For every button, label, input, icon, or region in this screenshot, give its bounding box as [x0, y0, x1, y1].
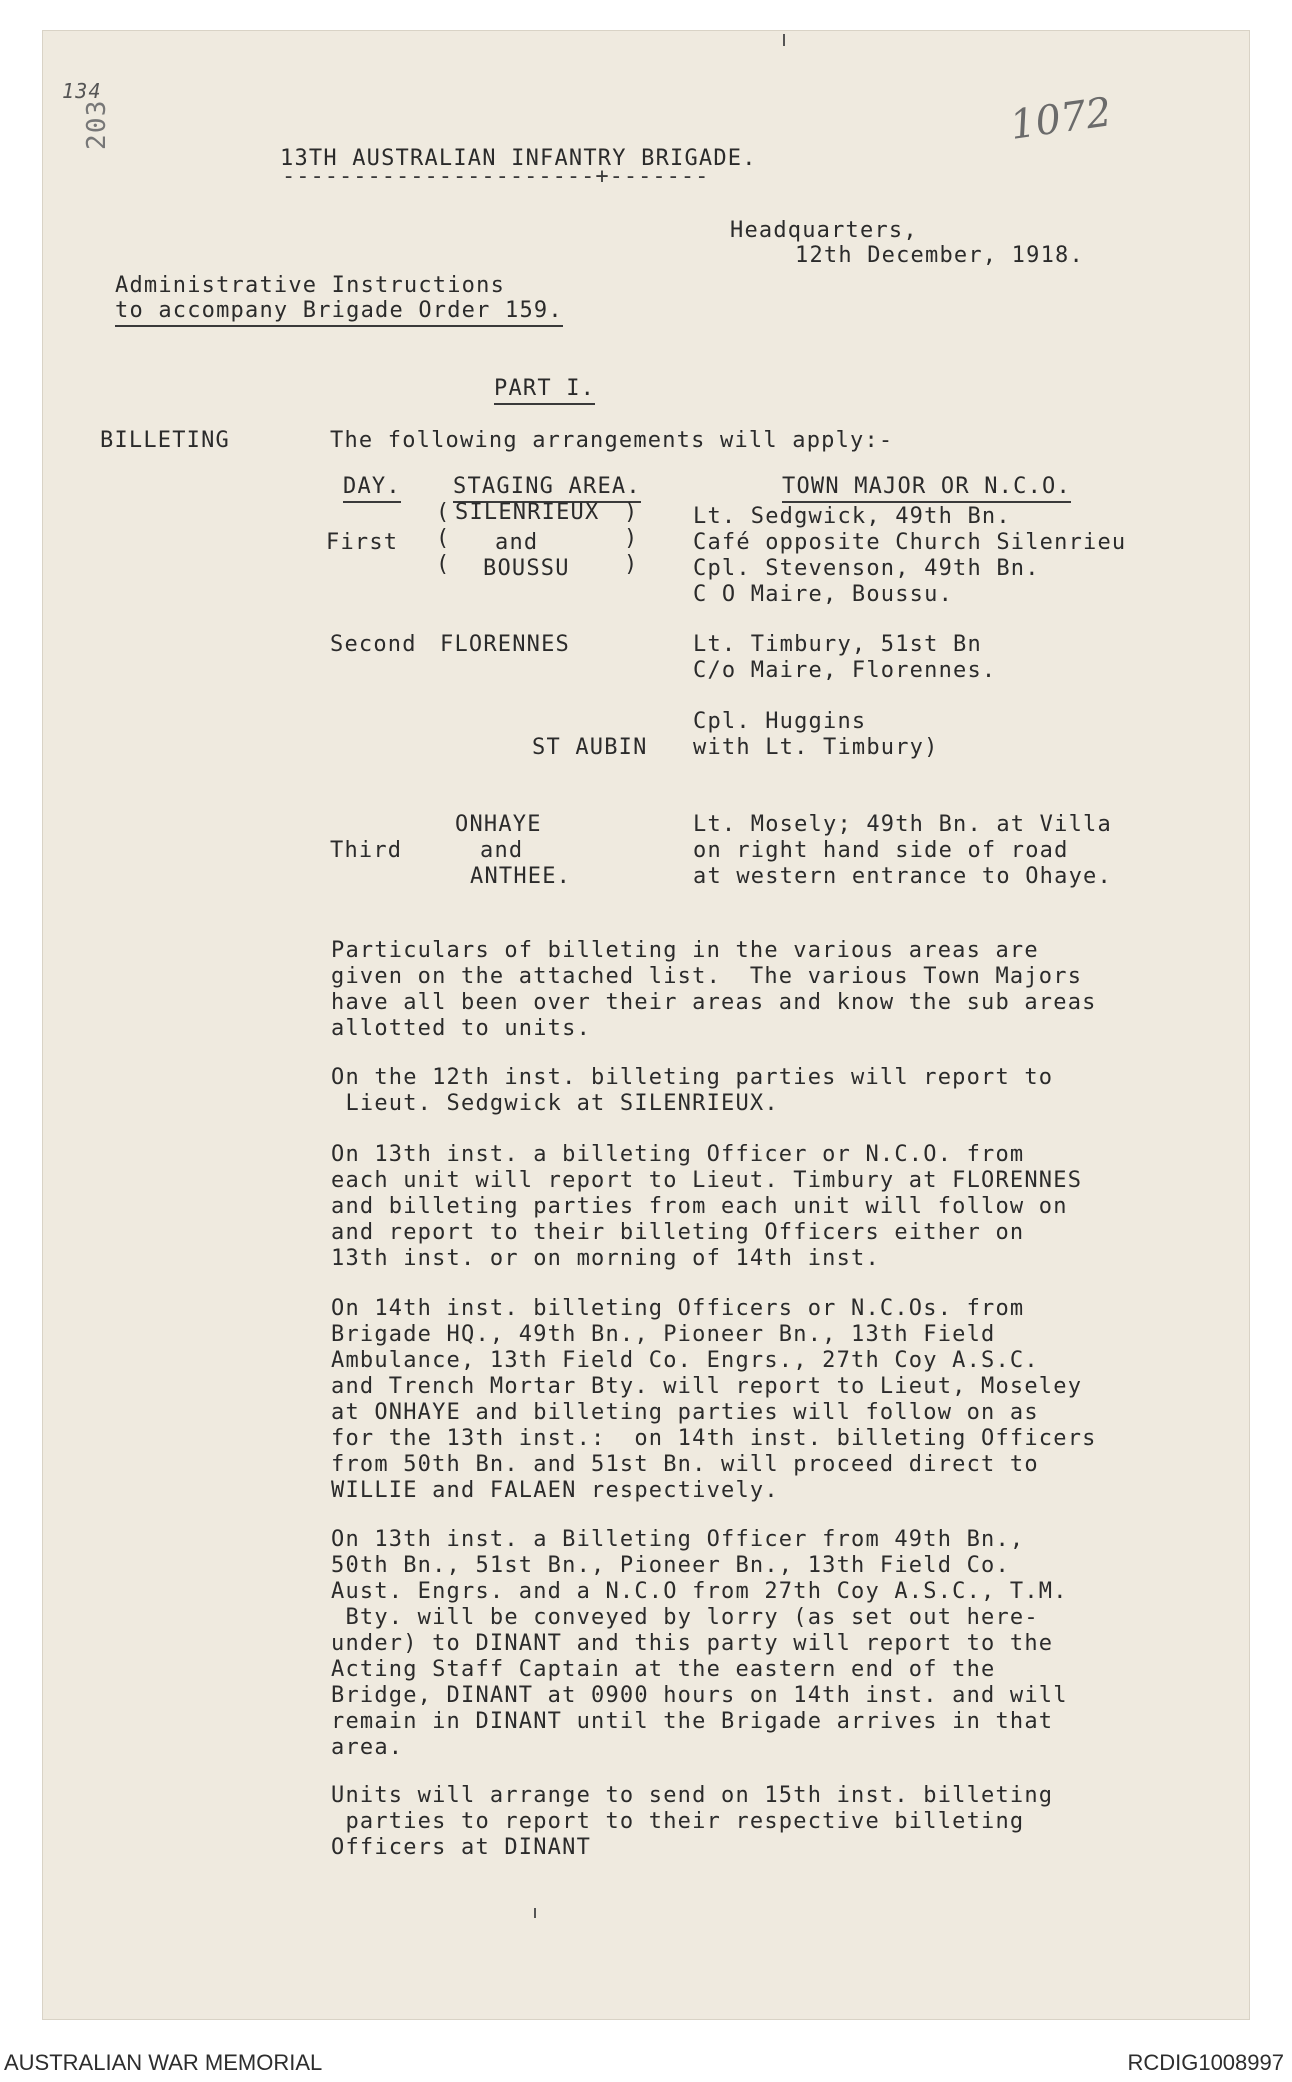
row1-officer-3: Cpl. Stevenson, 49th Bn. — [693, 556, 1040, 581]
punch-mark-bottom — [534, 1908, 536, 1918]
billeting-margin-label: BILLETING — [100, 428, 231, 453]
row2-area-1: FLORENNES — [440, 632, 571, 657]
footer-source: AUSTRALIAN WAR MEMORIAL — [4, 2050, 323, 2075]
rotated-number: 203 — [82, 99, 112, 150]
row4-officer-1: Lt. Mosely; 49th Bn. at Villa — [693, 812, 1112, 837]
part-heading: PART I. — [494, 376, 595, 405]
paragraph-lorry: On 13th inst. a Billeting Officer from 49th Bn., 50th Bn., 51st Bn., Pioneer Bn., 13th Field Co. Aust. Engrs. and a N.C.O from 27th Coy A.S.C., T.M. Bty. will be conveyed by lorry (as set out here- under) to DINANT and this party will report to the Acting Staff Captain at the eastern end of the Bridge, DINANT at 0900 hours on 14th inst. and will remain in DINANT until the Brigade arrives in that area. — [331, 1527, 1068, 1760]
hq-date: 12th December, 1918. — [795, 243, 1084, 268]
col-head-officer: TOWN MAJOR OR N.C.O. — [782, 474, 1071, 503]
document-title: 13TH AUSTRALIAN INFANTRY BRIGADE. — [280, 146, 757, 171]
row3-officer-2: with Lt. Timbury) — [693, 735, 939, 760]
row1-area-1: SILENRIEUX — [455, 500, 600, 525]
paragraph-15th-inst: Units will arrange to send on 15th inst. billeting parties to report to their respective billeting Officers at DINANT — [331, 1783, 1054, 1860]
row4-officer-2: on right hand side of road — [693, 838, 1069, 863]
row1-officer-2: Café opposite Church Silenrieu — [693, 530, 1127, 555]
title-dash-line: ----------------------+------- — [282, 164, 710, 189]
row2-day: Second — [330, 632, 417, 657]
row1-area-3: BOUSSU — [483, 556, 570, 581]
paragraph-13th-inst: On 13th inst. a billeting Officer or N.C.O. from each unit will report to Lieut. Timbury at FLORENNES and billeting parties from each unit will follow on and report to their billeting Officers either on 13th inst. or on morning of 14th inst. — [331, 1142, 1083, 1271]
col-head-area: STAGING AREA. — [453, 474, 641, 503]
row4-area-2: and — [480, 838, 524, 863]
row3-officer-1: Cpl. Huggins — [693, 709, 867, 734]
row4-officer-3: at western entrance to Ohaye. — [693, 864, 1112, 889]
paragraph-12th-inst: On the 12th inst. billeting parties will report to Lieut. Sedgwick at SILENRIEUX. — [331, 1065, 1054, 1116]
row2-officer-2: C/o Maire, Florennes. — [693, 658, 997, 683]
row1-day: First — [326, 530, 399, 555]
paragraph-14th-inst: On 14th inst. billeting Officers or N.C.Os. from Brigade HQ., 49th Bn., Pioneer Bn., 13th Field Ambulance, 13th Field Co. Engrs., 27th Coy A.S.C. and Trench Mortar Bty. will report to Lieut, Moseley at ONHAYE and billeting parties will follow on as for the 13th inst.: on 14th inst. billeting Officers from 50th Bn. and 51st Bn. will proceed direct to WILLIE and FALAEN respectively. — [331, 1296, 1097, 1503]
row1-bracket-open: ( ( ( — [436, 500, 451, 577]
row4-day: Third — [330, 838, 403, 863]
row4-area-3: ANTHEE. — [470, 864, 572, 889]
row1-bracket-close: ) ) ) — [624, 500, 639, 577]
paragraph-particulars: Particulars of billeting in the various areas are given on the attached list. The various Town Majors have all been over their areas and know the sub areas allotted to units. — [331, 938, 1097, 1041]
punch-mark-top — [783, 34, 785, 46]
hq-line-1: Headquarters, — [730, 218, 918, 243]
corner-number: 134 — [62, 79, 102, 103]
col-head-day: DAY. — [343, 474, 401, 503]
row1-area-2: and — [495, 530, 539, 555]
row3-area-1: ST AUBIN — [532, 735, 648, 760]
intro-line-1: Administrative Instructions — [115, 273, 506, 298]
row4-area-1: ONHAYE — [455, 812, 542, 837]
row1-officer-4: C O Maire, Boussu. — [693, 582, 954, 607]
footer-id: RCDIG1008997 — [1127, 2050, 1284, 2075]
handwritten-ref: 1072 — [1007, 89, 1115, 149]
billeting-lead: The following arrangements will apply:- — [330, 428, 894, 453]
row1-officer-1: Lt. Sedgwick, 49th Bn. — [693, 504, 1011, 529]
row2-officer-1: Lt. Timbury, 51st Bn — [693, 632, 982, 657]
intro-line-2: to accompany Brigade Order 159. — [115, 298, 563, 327]
